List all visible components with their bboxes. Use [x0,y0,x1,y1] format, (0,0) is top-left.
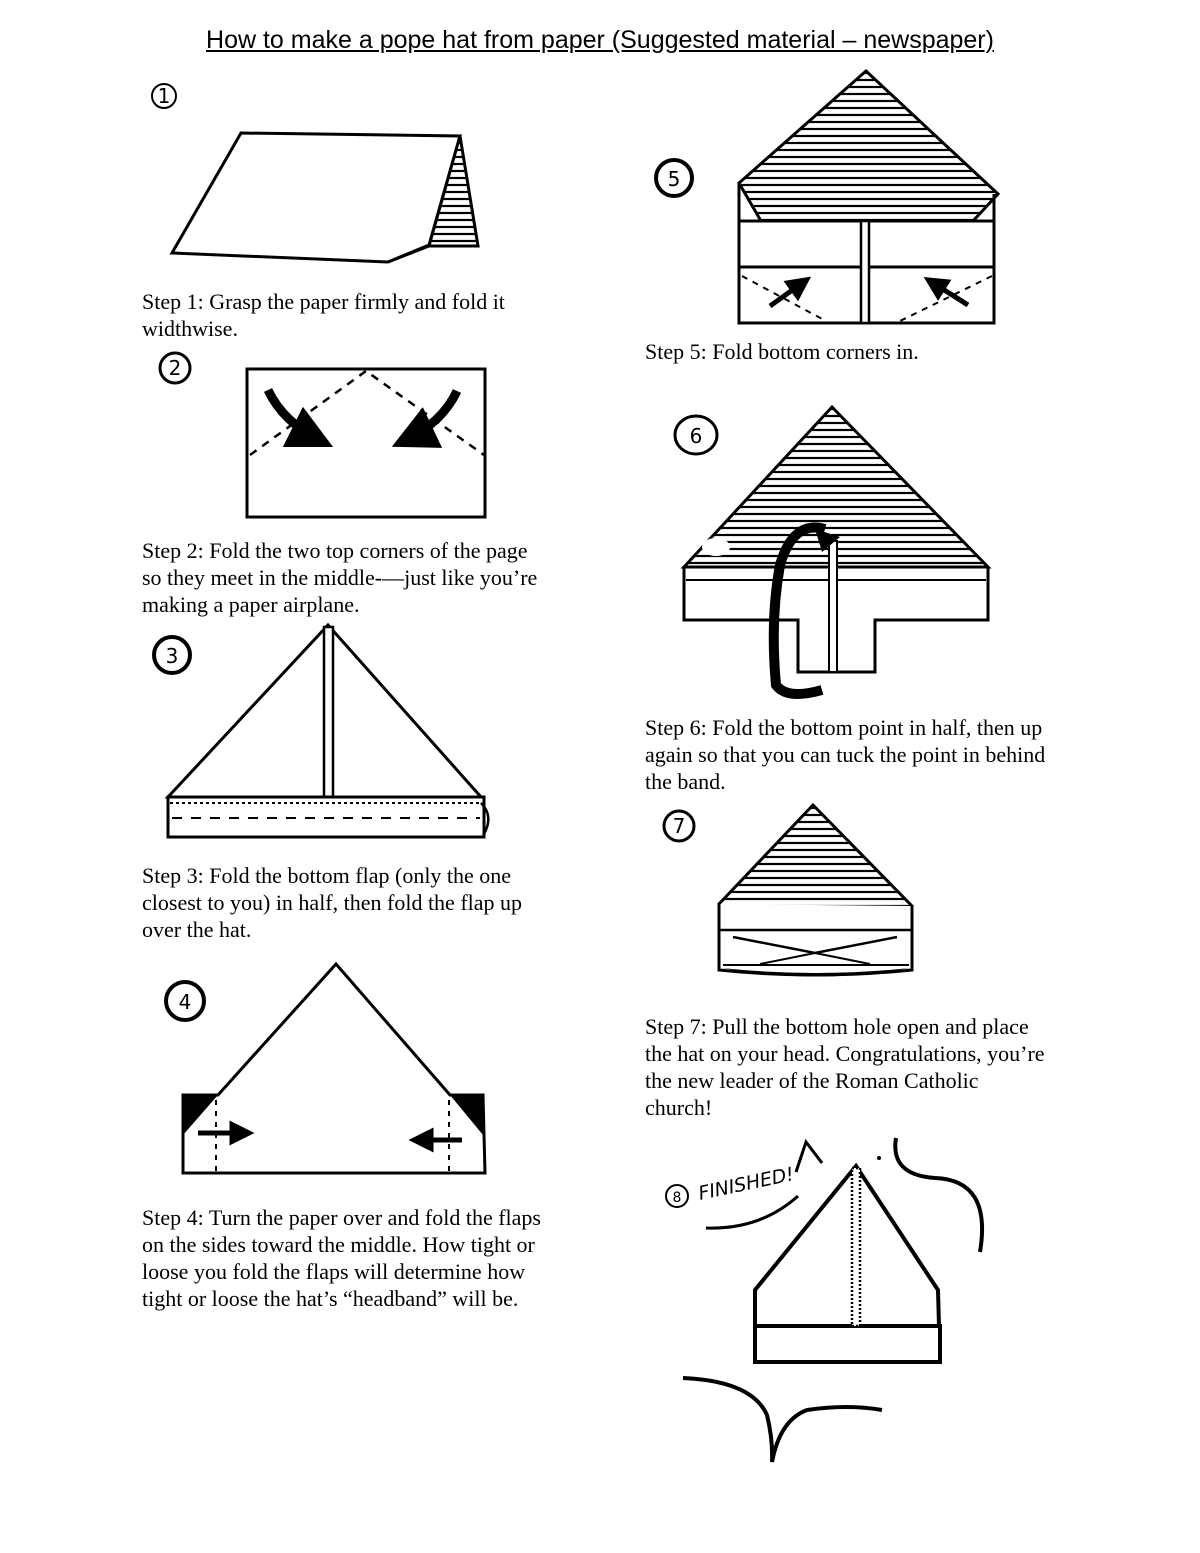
step-1-figure [152,84,478,262]
svg-text:4: 4 [178,990,192,1014]
step-number-badge [656,160,692,196]
step-6-figure [675,407,988,694]
step-2-caption: Step 2: Fold the two top corners of the page so they meet in the middle-—just like you’re making a paper airplane. [142,538,538,617]
step-3-figure [154,625,488,837]
step-number-badge [664,811,694,841]
step-number-badge [152,84,176,108]
step-6-caption: Step 6: Fold the bottom point in half, then up again so that you can tuck the point in behind the band. [645,715,1046,794]
svg-text:1: 1 [157,84,171,108]
svg-text:6: 6 [689,424,703,448]
step-number-badge [675,416,717,454]
finished-label: FINISHED! [696,1163,796,1205]
step-3-caption: Step 3: Fold the bottom flap (only the one closest to you) in half, then fold the flap up over the hat. [142,863,523,942]
step-number-badge [160,353,190,383]
step-4-caption: Step 4: Turn the paper over and fold the flaps on the sides toward the middle. How tight or loose you fold the flaps will determine how tight or loose the hat’s “headband” will be. [142,1205,541,1311]
svg-text:8: 8 [672,1190,682,1206]
step-5-caption: Step 5: Fold bottom corners in. [645,339,919,364]
finished-figure [666,1138,982,1462]
svg-text:3: 3 [165,644,179,668]
step-1-caption: Step 1: Grasp the paper firmly and fold it widthwise. [142,289,505,341]
svg-text:2: 2 [168,356,182,380]
page-title: How to make a pope hat from paper (Suggested material – newspaper) [206,26,994,54]
step-number-badge [666,1185,688,1207]
step-5-figure [656,71,998,323]
svg-text:7: 7 [672,814,686,838]
step-number-badge [154,637,190,673]
step-2-figure [160,353,485,517]
step-7-caption: Step 7: Pull the bottom hole open and place the hat on your head. Congratulations, you’re the new leader of the Roman Catholic church! [645,1014,1045,1120]
step-7-figure [664,805,912,977]
step-number-badge [166,982,204,1020]
step-4-figure [166,964,485,1173]
svg-text:5: 5 [667,167,681,191]
